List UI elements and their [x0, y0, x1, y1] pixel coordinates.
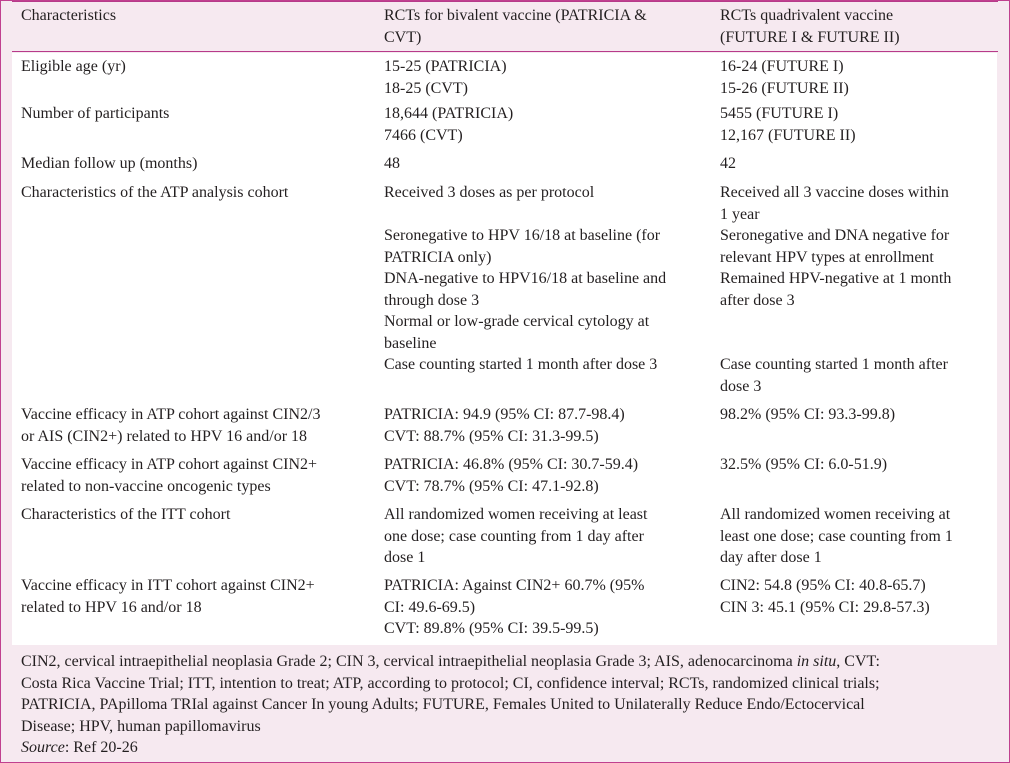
table-row — [12, 53, 997, 103]
quadrivalent-cell-line: relevant HPV types at enrollment — [720, 248, 934, 266]
bivalent-cell-line: dose 1 — [384, 549, 426, 566]
table-footnote — [21, 651, 996, 759]
row-label — [12, 504, 375, 575]
bivalent-cell-line: through dose 3 — [384, 291, 480, 309]
row-label — [12, 454, 375, 504]
row-label-line: Vaccine efficacy in ATP cohort against CIN2/3 — [21, 406, 321, 423]
row-label — [12, 103, 375, 153]
bivalent-cell-line: 7466 (CVT) — [384, 126, 463, 144]
bivalent-cell-line: Received 3 doses as per protocol — [384, 184, 595, 201]
bivalent-cell-line: 18-25 (CVT) — [384, 79, 468, 97]
quadrivalent-cell-line: Remained HPV-negative at 1 month — [720, 270, 952, 287]
bivalent-cell-line: PATRICIA: 94.9 (95% CI: 87.7-98.4) — [384, 406, 625, 423]
bivalent-cell — [375, 182, 711, 404]
quadrivalent-cell — [711, 103, 997, 153]
quadrivalent-cell-line — [720, 311, 993, 333]
row-label-line: Characteristics of the ATP analysis cohort — [21, 184, 289, 201]
header-bivalent-line2: CVT) — [384, 28, 422, 46]
quadrivalent-cell — [711, 454, 997, 504]
row-label-line: related to non-vaccine oncogenic types — [21, 477, 271, 495]
quadrivalent-cell — [711, 182, 997, 404]
bivalent-cell-line — [384, 204, 707, 226]
bivalent-cell-line: 15-25 (PATRICIA) — [384, 58, 507, 75]
quadrivalent-cell-line: CIN2: 54.8 (95% CI: 40.8-65.7) — [720, 577, 926, 594]
table-row — [12, 153, 997, 182]
row-label-line: Median follow up (months) — [21, 155, 198, 172]
table-row — [12, 504, 997, 575]
bivalent-cell-line: All randomized women receiving at least — [384, 506, 648, 523]
bivalent-cell-line: PATRICIA only) — [384, 248, 492, 266]
footnote-source: Source: Ref 20-26 — [21, 739, 138, 757]
footnote-line-4: Disease; HPV, human papillomavirus — [21, 717, 261, 735]
quadrivalent-cell-line: 16-24 (FUTURE I) — [720, 58, 844, 75]
quadrivalent-cell — [711, 53, 997, 103]
footnote-line-1: CIN2, cervical intraepithelial neoplasia Grade 2; CIN 3, cervical intraepithelial neoplasia Grade 3; AIS, adenocarcinoma in situ, CVT: — [21, 653, 880, 670]
row-label — [12, 153, 375, 182]
bivalent-cell-line: Seronegative to HPV 16/18 at baseline (for — [384, 227, 661, 244]
row-label — [12, 404, 375, 454]
quadrivalent-cell-line: 5455 (FUTURE I) — [720, 105, 839, 122]
quadrivalent-cell — [711, 153, 997, 182]
row-label-line: Vaccine efficacy in ATP cohort against CIN2+ — [21, 456, 318, 473]
quadrivalent-cell-line: dose 3 — [720, 377, 762, 395]
bivalent-cell — [375, 575, 711, 645]
quadrivalent-cell-line: after dose 3 — [720, 291, 795, 309]
bivalent-cell — [375, 404, 711, 454]
bivalent-cell-line: DNA-negative to HPV16/18 at baseline and — [384, 270, 667, 287]
table-row — [12, 575, 997, 645]
footnote-line-3: PATRICIA, PApilloma TRIal against Cancer In young Adults; FUTURE, Females United to Unilaterally Reduce Endo/Ectocervical — [21, 696, 865, 714]
row-label — [12, 575, 375, 645]
quadrivalent-cell-line: 98.2% (95% CI: 93.3-99.8) — [720, 406, 896, 423]
bivalent-cell-line: PATRICIA: 46.8% (95% CI: 30.7-59.4) — [384, 456, 639, 473]
bivalent-cell-line: one dose; case counting from 1 day after — [384, 527, 644, 545]
bivalent-cell-line: Case counting started 1 month after dose 3 — [384, 356, 658, 373]
bivalent-cell-line: CVT: 88.7% (95% CI: 31.3-99.5) — [384, 427, 599, 445]
quadrivalent-cell-line: 32.5% (95% CI: 6.0-51.9) — [720, 456, 888, 473]
bivalent-cell — [375, 103, 711, 153]
quadrivalent-cell-line: Case counting started 1 month after — [720, 356, 948, 373]
bivalent-cell-line: 48 — [384, 155, 400, 172]
row-label — [12, 182, 375, 404]
bivalent-cell-line: Normal or low-grade cervical cytology at — [384, 313, 650, 330]
row-label-line: related to HPV 16 and/or 18 — [21, 598, 202, 616]
quadrivalent-cell-line: Received all 3 vaccine doses within — [720, 184, 949, 201]
bivalent-cell — [375, 153, 711, 182]
quadrivalent-cell — [711, 404, 997, 454]
quadrivalent-cell-line: Seronegative and DNA negative for — [720, 227, 950, 244]
bivalent-cell — [375, 454, 711, 504]
header-quadrivalent-line1: RCTs quadrivalent vaccine — [720, 7, 894, 24]
quadrivalent-cell-line: 15-26 (FUTURE II) — [720, 79, 849, 97]
quadrivalent-cell-line: least one dose; case counting from 1 — [720, 527, 953, 545]
quadrivalent-cell — [711, 575, 997, 645]
table-row — [12, 103, 997, 153]
bivalent-cell — [375, 53, 711, 103]
header-quadrivalent-line2: (FUTURE I & FUTURE II) — [720, 28, 900, 46]
bivalent-cell — [375, 504, 711, 575]
table-row — [12, 454, 997, 504]
row-label-line: or AIS (CIN2+) related to HPV 16 and/or 18 — [21, 427, 308, 445]
header-characteristics: Characteristics — [21, 7, 117, 24]
table-top-rule — [12, 1, 998, 2]
row-label-line: Characteristics of the ITT cohort — [21, 506, 231, 523]
bivalent-cell-line: CVT: 78.7% (95% CI: 47.1-92.8) — [384, 477, 599, 495]
footnote-line-2: Costa Rica Vaccine Trial; ITT, intention to treat; ATP, according to protocol; CI, confidence interval; RCTs, randomized clinical trials; — [21, 674, 880, 692]
header-bivalent-line1: RCTs for bivalent vaccine (PATRICIA & — [384, 7, 647, 24]
table-row — [12, 404, 997, 454]
quadrivalent-cell-line: All randomized women receiving at — [720, 506, 951, 523]
table-row — [12, 182, 997, 404]
table-header-row — [12, 3, 997, 53]
quadrivalent-cell-line: CIN 3: 45.1 (95% CI: 29.8-57.3) — [720, 598, 930, 616]
bivalent-cell-line: 18,644 (PATRICIA) — [384, 105, 514, 122]
quadrivalent-cell-line: 1 year — [720, 205, 760, 223]
bivalent-cell-line: CI: 49.6-69.5) — [384, 598, 476, 616]
quadrivalent-cell-line: 12,167 (FUTURE II) — [720, 126, 856, 144]
quadrivalent-cell — [711, 504, 997, 575]
row-label — [12, 53, 375, 103]
quadrivalent-cell-line: day after dose 1 — [720, 549, 822, 566]
quadrivalent-cell-line: 42 — [720, 155, 736, 172]
bivalent-cell-line: PATRICIA: Against CIN2+ 60.7% (95% — [384, 577, 645, 594]
row-label-line: Number of participants — [21, 105, 170, 122]
quadrivalent-cell-line — [720, 333, 993, 355]
bivalent-cell-line: CVT: 89.8% (95% CI: 39.5-99.5) — [384, 620, 599, 637]
vaccine-comparison-table — [12, 3, 997, 645]
bivalent-cell-line: baseline — [384, 334, 437, 352]
row-label-line: Eligible age (yr) — [21, 58, 126, 75]
row-label-line: Vaccine efficacy in ITT cohort against CIN2+ — [21, 577, 315, 594]
